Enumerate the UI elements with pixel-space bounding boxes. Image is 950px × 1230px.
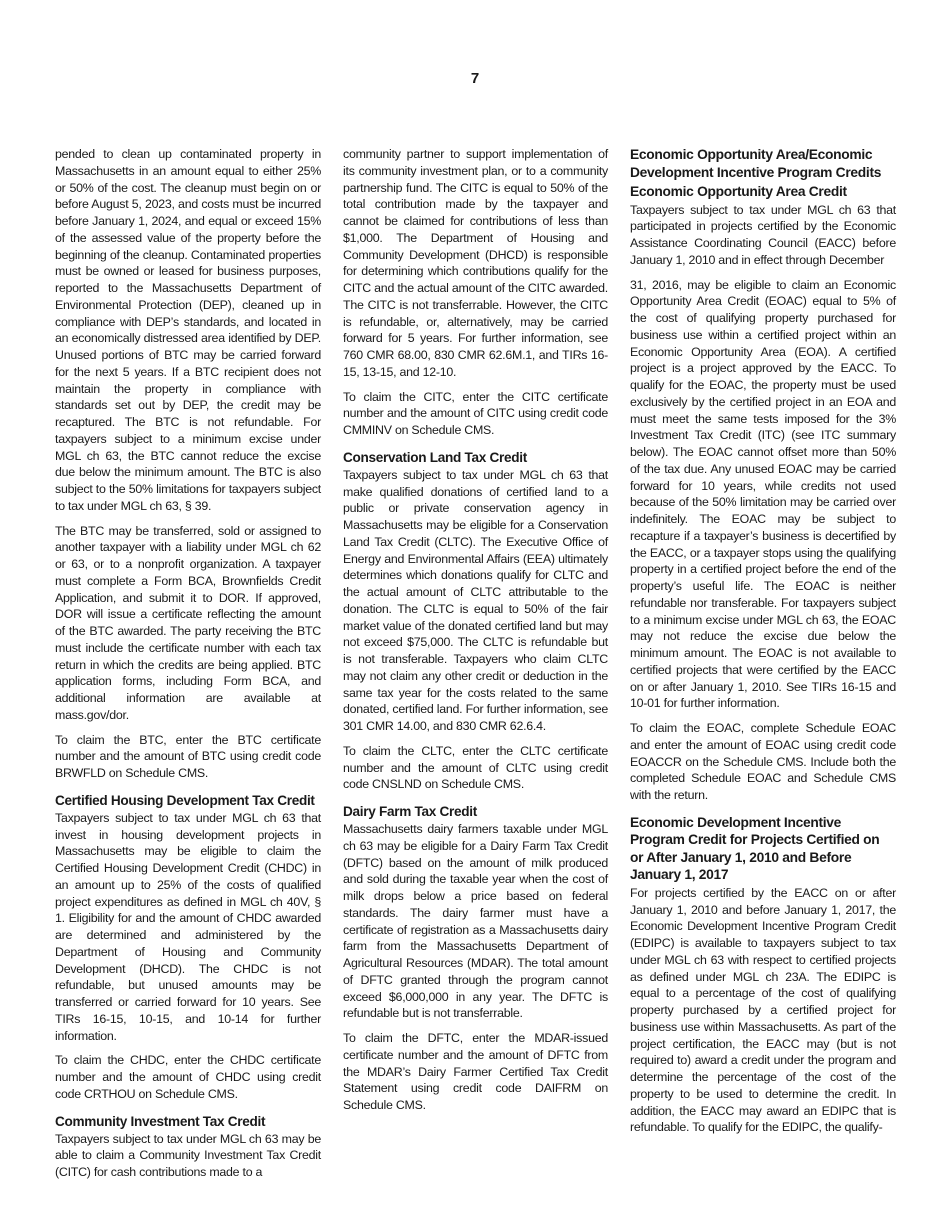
section-heading: Certified Housing Development Tax Credit — [55, 792, 315, 808]
text-column-1 — [55, 146, 321, 1189]
section-heading: Community Investment Tax Credit — [55, 1113, 266, 1129]
section-heading: Economic Opportunity Area/Economic Development Incentive Program Credits — [630, 147, 882, 180]
paragraph: The BTC may be transferred, sold or assigned to another taxpayer with a liability under MGL ch 62 or 63, or to a nonprofit organization. A taxpayer must complete a Form BCA, Brownfields Credit Application, and submit it to DOR. If approved, DOR will issue a certificate reflecting the amount of the BTC awarded. The party receiving the BTC must include the certificate number with each tax return in which the credits are being applied. BTC application forms, including Form BCA, and additional information are available at mass.gov/dor. — [55, 523, 321, 722]
paragraph: For projects certified by the EACC on or after January 1, 2010 and before January 1, 2017, the Economic Development Incentive Program Credit (EDIPC) is available to taxpayers subject to tax under MGL ch 63 with respect to certified projects as defined under MGL ch 23A. The EDIPC is equal to a percentage of the cost of qualifying property purchased by a certified project for business use within Massachusetts. As part of the project certification, the EACC may (but is not required to) award a credit under the program and determine the percentage of the cost of the property to be used to determine the credit. In addition, the EACC may award an EDIPC that is refundable. To qualify for the EDIPC, the qualify- — [630, 885, 896, 1135]
section-heading: Economic Development Incentive Program Credit for Projects Certified on or After January 1, 2010 and Before January 1, 2017 — [630, 814, 880, 883]
paragraph: Taxpayers subject to tax under MGL ch 63 that invest in housing development projects in Massachusetts may be eligible to claim the Certified Housing Development Credit (CHDC) in an amount up to 25% of the costs of qualified project expenditures as defined in MGL ch 40V, § 1. Eligibility for and the amount of CHDC awarded are determined and administered by the Department of Housing and Community Development (DHCD). The CHDC is not refundable, but unused amounts may be transferred or carried forward for 10 years. See TIRs 16-15, 10-15, and 10-14 for further information. — [55, 810, 321, 1043]
paragraph: Massachusetts dairy farmers taxable under MGL ch 63 may be eligible for a Dairy Farm Tax Credit (DFTC) based on the amount of milk produced and sold during the taxable year when the cost of milk drops below a price based on federal standards. The dairy farmer must have a certificate of registration as a Massachusetts dairy farm from the Massachusetts Department of Agricultural Resources (MDAR). The total amount of DFTC granted through the program cannot exceed $6,000,000 in any year. The DFTC is refundable but is not transferrable. — [343, 822, 608, 1021]
paragraph: pended to clean up contaminated property in Massachusetts in an amount equal to either 25% or 50% of the cost. The cleanup must begin on or before August 5, 2023, and costs must be incurred before January 1, 2024, and equal or exceed 15% of the assessed value of the property before the beginning of the cleanup. Contaminated properties must be owned or leased for business purposes, reported to the Massachusetts Department of Environmental Protection (DEP), cleaned up in compliance with DEP’s standards, and located in an economically distressed area identified by DEP. Unused portions of BTC may be carried forward for the next 5 years. If a BTC recipient does not maintain the property in compliance with standards set out by DEP, the credit may be recaptured. The BTC is not refundable. For taxpayers subject to a minimum excise under MGL ch 63, the BTC cannot reduce the excise due below the minimum amount. The BTC is also subject to the 50% limitations for taxpayers subject to tax under MGL ch 63, § 39. — [55, 147, 321, 513]
paragraph: To claim the EOAC, complete Schedule EOAC and enter the amount of EOAC using credit code EOACCR on the Schedule CMS. Include both the completed Schedule EOAC and Schedule CMS with the return. — [630, 721, 896, 802]
paragraph: Taxpayers subject to tax under MGL ch 63 that make qualified donations of certified land to a public or private conservation agency in Massachusetts may be eligible for a Conservation Land Tax Credit (CLTC). The Executive Office of Energy and Environmental Affairs (EEA) ultimately determines which donations qualify for CLTC and the actual amount of CLTC attributable to the donation. The CLTC is equal to 50% of the fair market value of the donated certified land but may not exceed $75,000. The CLTC is refundable but is not transferable. Taxpayers who claim CLTC may not claim any other credit or deduction in the same tax year for the costs related to the same donated, certified land. For further information, see 301 CMR 14.00, and 830 CMR 62.6.4. — [343, 467, 609, 733]
paragraph: To claim the CLTC, enter the CLTC certificate number and the amount of CLTC using credit code CNSLND on Schedule CMS. — [343, 743, 608, 792]
text-column-2 — [343, 146, 608, 1122]
paragraph: 31, 2016, may be eligible to claim an Economic Opportunity Area Credit (EOAC) equal to 5% of the cost of qualifying property purchased for business use within a certified project within an Economic Opportunity Area (EOA). A certified project is a project approved by the EACC. To qualify for the EOAC, the property must be used exclusively by the certified project in an EOA and must meet the same tests imposed for the 3% Investment Tax Credit (ITC) (see ITC summary below). The EOAC cannot offset more than 50% of the tax due. Any unused EOAC may be carried forward for 10 years, while credits not used because of the 50% limitation may be carried over indefinitely. The EOAC may be subject to recapture if a taxpayer’s business is decertified by the EACC, or a taxpayer stops using the qualifying property in a certified project before the end of the property’s useful life. The EOAC is neither refundable nor transferable. For taxpayers subject to a minimum excise under MGL ch 63, the EOAC may not reduce the excise due below the minimum amount. The EOAC is not available to certified projects that were certified by the EACC on or after January 1, 2010. See TIRs 16-15 and 10-01 for further information. — [630, 277, 896, 711]
section-subheading: Economic Opportunity Area Credit — [630, 184, 847, 199]
paragraph: Taxpayers subject to tax under MGL ch 63 may be able to claim a Community Investment Tax Credit (CITC) for cash contributions made to a — [55, 1131, 321, 1179]
paragraph: To claim the CHDC, enter the CHDC certificate number and the amount of CHDC using credit code CRTHOU on Schedule CMS. — [55, 1053, 321, 1101]
section-heading: Conservation Land Tax Credit — [343, 449, 527, 465]
paragraph: To claim the BTC, enter the BTC certificate number and the amount of BTC using credit code BRWFLD on Schedule CMS. — [55, 732, 321, 780]
text-column-3 — [630, 146, 896, 1144]
paragraph: Taxpayers subject to tax under MGL ch 63 that participated in projects certified by the Economic Assistance Coordinating Council (EACC) before January 1, 2010 and in effect through December — [630, 202, 896, 267]
paragraph: To claim the DFTC, enter the MDAR-issued certificate number and the amount of DFTC from the MDAR’s Dairy Farmer Certified Tax Credit Statement using credit code DAIFRM on Schedule CMS. — [343, 1031, 608, 1112]
page-number: 7 — [470, 70, 480, 87]
paragraph: To claim the CITC, enter the CITC certificate number and the amount of CITC using credit code CMMINV on Schedule CMS. — [343, 389, 608, 437]
section-heading: Dairy Farm Tax Credit — [343, 804, 477, 819]
paragraph: community partner to support implementation of its community investment plan, or to a community partnership fund. The CITC is equal to 50% of the total contribution made by the taxpayer and cannot be claimed for contributions of less than $1,000. The Department of Housing and Community Development (DHCD) is responsible for determining which contributions qualify for the CITC and the actual amount of the CITC awarded. The CITC is not transferrable. However, the CITC is refundable, or, alternatively, may be carried forward for 5 years. For further information, see 760 CMR 68.00, 830 CMR 62.6M.1, and TIRs 16-15, 13-15, and 12-10. — [343, 147, 608, 379]
